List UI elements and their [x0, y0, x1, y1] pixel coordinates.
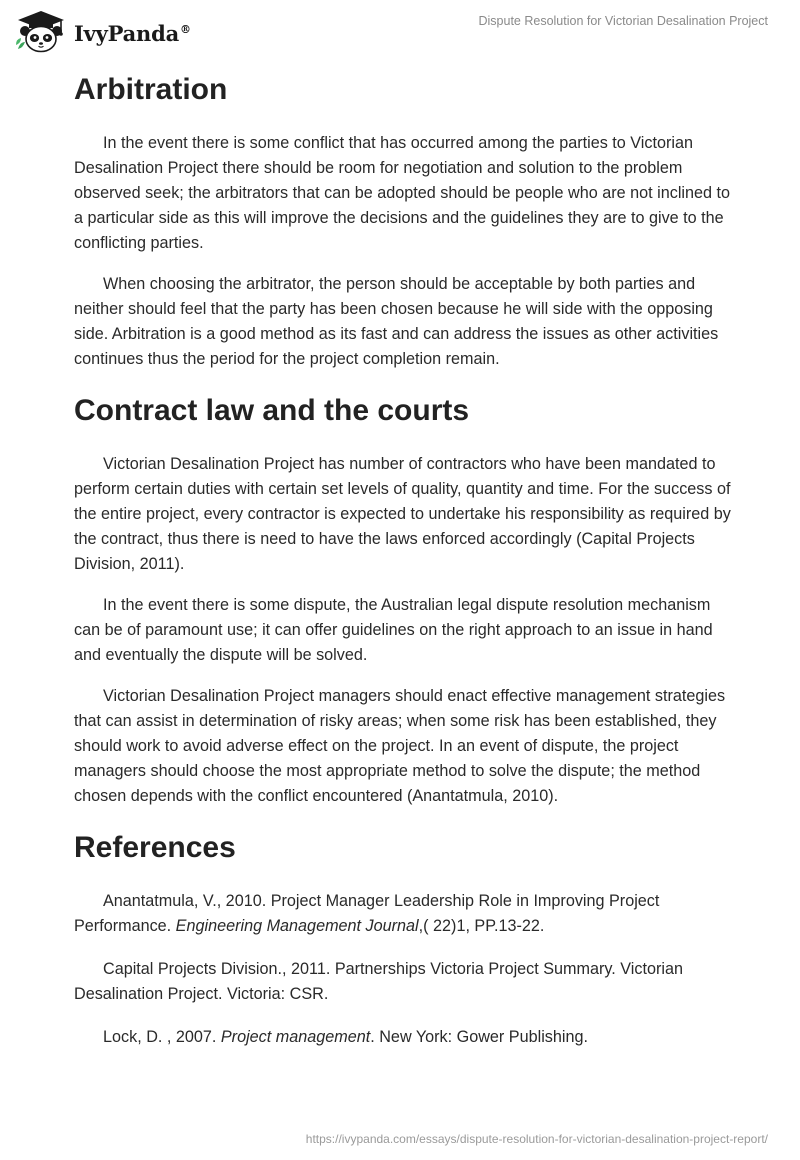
article-body	[74, 64, 734, 1050]
heading-arbitration: Arbitration	[74, 73, 228, 106]
paragraph: In the event there is some conflict that has occurred among the parties to Victorian Desalination Project there should be room for negotiation and solution to the problem observed seek; the arbitrators that can be adopted should be people who are not inclined to a particular side as this will improve the decisions and the guidelines they are to give to the conflicting parties.	[74, 134, 731, 252]
reference-item: Capital Projects Division., 2011. Partnerships Victoria Project Summary. Victorian Desalination Project. Victoria: CSR.	[74, 960, 683, 1003]
paragraph: When choosing the arbitrator, the person should be acceptable by both parties and neither should feel that the party has been chosen because he will side with the opposing side. Arbitration is a good method as its fast and can address the issues as other activities continues thus the period for the project completion remain.	[74, 275, 719, 368]
paragraph: Victorian Desalination Project managers should enact effective management strategies that can assist in determination of risky areas; when some risk has been established, they should work to avoid adverse effect on the project. In an event of dispute, the project managers should choose the most appropriate method to solve the dispute; the method chosen depends with the conflict encountered (Anantatmula, 2010).	[74, 687, 726, 805]
reference-item: Anantatmula, V., 2010. Project Manager Leadership Role in Improving Project Performance. Engineering Management Journal,( 22)1, PP.13-22.	[74, 892, 660, 935]
source-url[interactable]: https://ivypanda.com/essays/dispute-resolution-for-victorian-desalination-project-report/	[305, 1132, 768, 1146]
document-title: Dispute Resolution for Victorian Desalination Project	[478, 14, 768, 28]
paragraph: In the event there is some dispute, the Australian legal dispute resolution mechanism can be of paramount use; it can offer guidelines on the right approach to an issue in hand and eventually the dispute will be solved.	[74, 596, 713, 664]
page-header	[0, 0, 800, 64]
logo-wordmark: IvyPanda®	[74, 20, 191, 46]
panda-graduation-cap-icon	[14, 9, 68, 53]
site-logo[interactable]	[14, 9, 191, 53]
paragraph: Victorian Desalination Project has number of contractors who have been mandated to perform certain duties with certain set levels of quality, quantity and time. For the success of the entire project, every contractor is expected to undertake his responsibility as required by the contract, thus there is need to have the laws enforced accordingly (Capital Projects Division, 2011).	[74, 455, 731, 573]
reference-item: Lock, D. , 2007. Project management. New York: Gower Publishing.	[103, 1028, 588, 1046]
heading-references: References	[74, 831, 236, 864]
heading-contract-law: Contract law and the courts	[74, 394, 470, 427]
